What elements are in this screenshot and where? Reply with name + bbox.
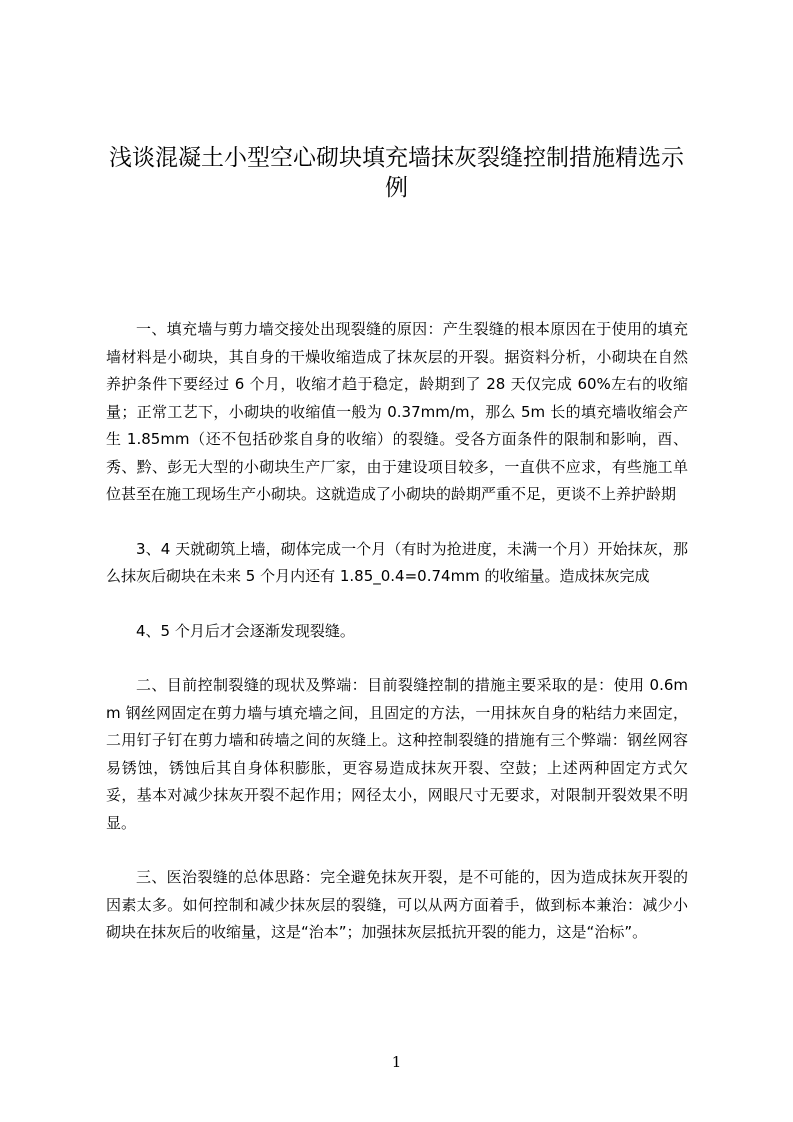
paragraph-current-measures: 二、目前控制裂缝的现状及弊端：目前裂缝控制的措施主要采取的是：使用 0.6mm 钢丝网固定在剪力墙与填充墙之间，且固定的方法，一用抹灰自身的粘结力来固定，二用钉子钉在剪力墙和砖墙之间的灰缝上。这种控制裂缝的措施有三个弊端：钢丝网容易锈蚀，锈蚀后其自身体积膨胀，更容易造成抹灰开裂、空鼓；上述两种固定方式欠妥，基本对减少抹灰开裂不起作用；网径太小，网眼尺寸无要求，对限制开裂效果不明显。: [106, 676, 688, 832]
document-body: [106, 316, 688, 947]
paragraph-overall-approach: 三、医治裂缝的总体思路：完全避免抹灰开裂，是不可能的，因为造成抹灰开裂的因素太多。如何控制和减少抹灰层的裂缝，可以从两方面着手，做到标本兼治：减少小砌块在抹灰后的收缩量，这是“治本”；加强抹灰层抵抗开裂的能力，这是“治标”。: [106, 868, 688, 941]
document-title: 浅谈混凝土小型空心砌块填充墙抹灰裂缝控制措施精选示例: [109, 145, 684, 201]
page-number: 1: [391, 1053, 402, 1071]
paragraph-plastering-schedule: 3、4 天就砌筑上墙，砌体完成一个月（有时为抢进度，未满一个月）开始抹灰，那么抹灰后砌块在未来 5 个月内还有 1.85_0.4=0.74mm 的收缩量。造成抹灰完成: [106, 539, 688, 585]
paragraph-cause-of-cracks: 一、填充墙与剪力墙交接处出现裂缝的原因：产生裂缝的根本原因在于使用的填充墙材料是小砌块，其自身的干燥收缩造成了抹灰层的开裂。据资料分析，小砌块在自然养护条件下要经过 6 个月，收缩才趋于稳定，龄期到了 28 天仅完成 60%左右的收缩量；正常工艺下，小砌块的收缩值一般为 0.37mm/m，那么 5m 长的填充墙收缩会产生 1.85mm（还不包括砂浆自身的收缩）的裂缝。受各方面条件的限制和影响，酉、秀、黔、彭无大型的小砌块生产厂家，由于建设项目较多，一直供不应求，有些施工单位甚至在施工现场生产小砌块。这就造成了小砌块的龄期严重不足，更谈不上养护龄期: [106, 320, 688, 503]
paragraph-cracks-appear: 4、5 个月后才会逐渐发现裂缝。: [136, 621, 355, 640]
